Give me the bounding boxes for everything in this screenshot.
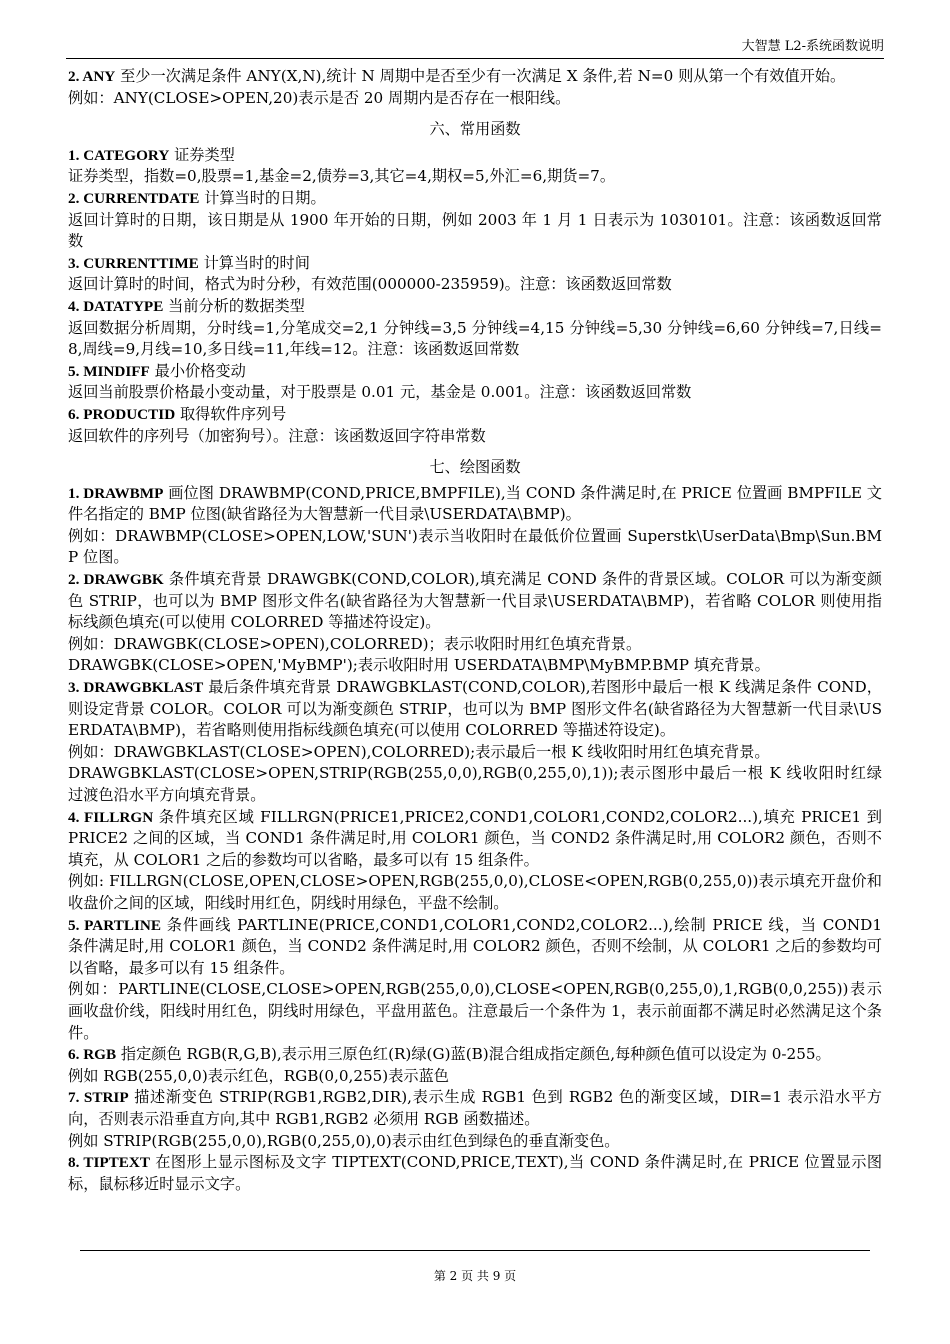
body-paragraph: DRAWGBK(CLOSE>OPEN,'MyBMP');表示收阳时用 USERDATA\BMP\MyBMP.BMP 填充背景。 bbox=[68, 656, 770, 675]
body-paragraph: 例如：PARTLINE(CLOSE,CLOSE>OPEN,RGB(255,0,0),CLOSE<OPEN,RGB(0,255,0),1,RGB(0,0,255))表示画收盘价线，阳线时用红色，阴线时用绿色，平盘用蓝色。注意最后一个条件为 1，表示前面都不满足时必然满足这个条件。 bbox=[68, 980, 882, 1042]
function-description: 计算当时的日期。 bbox=[199, 188, 326, 207]
function-name: 2. DRAWGBK bbox=[68, 571, 164, 589]
function-entry bbox=[68, 1152, 882, 1195]
function-name: 4. FILLRGN bbox=[68, 808, 154, 826]
body-paragraph: 例如：ANY(CLOSE>OPEN,20)表示是否 20 周期内是否存在一根阳线。 bbox=[68, 88, 571, 107]
function-description: 条件填充区域 FILLRGN(PRICE1,PRICE2,COND1,COLOR1,COND2,COLOR2...),填充 PRICE1 到 PRICE2 之间的区域，当 COND1 条件满足时,用 COLOR1 颜色，当 COND2 条件满足时,用 COLOR2 颜色，否则不填充，从 COLOR1 之后的参数均可以省略，最多可以有 15 组条件。 bbox=[68, 807, 882, 869]
body-paragraph: 返回计算时的时间，格式为时分秒，有效范围(000000-235959)。注意：该函数返回常数 bbox=[68, 275, 672, 294]
function-entry bbox=[68, 145, 882, 167]
function-description: 指定颜色 RGB(R,G,B),表示用三原色红(R)绿(G)蓝(B)混合组成指定颜色,每种颜色值可以设定为 0-255。 bbox=[116, 1045, 831, 1064]
function-entry bbox=[68, 807, 882, 872]
function-entry bbox=[68, 1044, 882, 1066]
body-paragraph: 返回数据分析周期，分时线=1,分笔成交=2,1 分钟线=3,5 分钟线=4,15 分钟线=5,30 分钟线=6,60 分钟线=7,日线=8,周线=9,月线=10,多日线=11,年线=12。注意：该函数返回常数 bbox=[68, 318, 882, 359]
function-name: 7. STRIP bbox=[68, 1089, 129, 1107]
function-entry bbox=[68, 66, 882, 88]
function-name: 6. PRODUCTID bbox=[68, 405, 176, 423]
function-description: 最小价格变动 bbox=[149, 361, 246, 380]
section-heading: 六、常用函数 bbox=[429, 120, 521, 139]
function-entry bbox=[68, 296, 882, 318]
body-paragraph: 返回软件的序列号（加密狗号）。注意：该函数返回字符串常数 bbox=[68, 426, 486, 445]
function-entry bbox=[68, 677, 882, 742]
function-name: 1. CATEGORY bbox=[68, 146, 170, 164]
function-entry bbox=[68, 915, 882, 980]
function-description: 条件画线 PARTLINE(PRICE,COND1,COLOR1,COND2,COLOR2...),绘制 PRICE 线，当 COND1 条件满足时,用 COLOR1 颜色，当 COND2 条件满足时,用 COLOR2 颜色，否则不绘制，从 COLOR1 之后的参数均可以省略，最多可以有 15 组条件。 bbox=[68, 915, 882, 977]
function-name: 3. DRAWGBKLAST bbox=[68, 679, 204, 697]
function-description: 最后条件填充背景 DRAWGBKLAST(COND,COLOR),若图形中最后一根 K 线满足条件 COND，则设定背景 COLOR。COLOR 可以为渐变颜色 STRIP，也可以为 BMP 图形文件名(缺省路径为大智慧新一代目录\USERDATA\BMP)，若省略则使用指标线颜色填充(可以使用 COLORRED 等描述符设定)。 bbox=[68, 678, 882, 740]
function-description: 当前分析的数据类型 bbox=[163, 296, 305, 315]
page-header: 大智慧 L2-系统函数说明 bbox=[66, 38, 884, 59]
body-paragraph: 例如：DRAWGBK(CLOSE>OPEN),COLORRED)；表示收阳时用红色填充背景。 bbox=[68, 634, 642, 653]
function-name: 5. PARTLINE bbox=[68, 916, 161, 934]
function-description: 描述渐变色 STRIP(RGB1,RGB2,DIR),表示生成 RGB1 色到 RGB2 色的渐变区域，DIR=1 表示沿水平方向，否则表示沿垂直方向,其中 RGB1,RGB2 必须用 RGB 函数描述。 bbox=[68, 1088, 882, 1128]
function-name: 3. CURRENTTIME bbox=[68, 254, 199, 272]
function-description: 画位图 DRAWBMP(COND,PRICE,BMPFILE),当 COND 条件满足时,在 PRICE 位置画 BMPFILE 文件名指定的 BMP 位图(缺省路径为大智慧新一代目录\USERDATA\BMP)。 bbox=[68, 483, 882, 524]
function-entry bbox=[68, 1087, 882, 1130]
function-name: 4. DATATYPE bbox=[68, 297, 164, 315]
function-entry bbox=[68, 188, 882, 210]
body-paragraph: 返回计算时的日期，该日期是从 1900 年开始的日期，例如 2003 年 1 月 1 日表示为 1030101。注意：该函数返回常数 bbox=[68, 210, 882, 251]
function-description: 至少一次满足条件 ANY(X,N),统计 N 周期中是否至少有一次满足 X 条件,若 N=0 则从第一个有效值开始。 bbox=[115, 67, 846, 85]
body-paragraph: 例如 STRIP(RGB(255,0,0),RGB(0,255,0),0)表示由红色到绿色的垂直渐变色。 bbox=[68, 1131, 620, 1150]
function-description: 证券类型 bbox=[169, 145, 235, 164]
document-body bbox=[68, 66, 882, 1195]
footer-rule bbox=[80, 1250, 870, 1251]
function-name: 2. ANY bbox=[68, 68, 116, 85]
function-entry bbox=[68, 483, 882, 526]
function-name: 8. TIPTEXT bbox=[68, 1154, 151, 1172]
body-paragraph: 例如 RGB(255,0,0)表示红色，RGB(0,0,255)表示蓝色 bbox=[68, 1066, 449, 1085]
body-paragraph: 返回当前股票价格最小变动量，对于股票是 0.01 元，基金是 0.001。注意：该函数返回常数 bbox=[68, 383, 692, 402]
function-description: 计算当时的时间 bbox=[198, 253, 310, 272]
function-name: 6. RGB bbox=[68, 1046, 117, 1064]
body-paragraph: 证券类型，指数=0,股票=1,基金=2,债券=3,其它=4,期权=5,外汇=6,期货=7。 bbox=[68, 167, 616, 186]
section-heading: 七、绘图函数 bbox=[429, 458, 521, 477]
function-entry bbox=[68, 569, 882, 634]
function-description: 在图形上显示图标及文字 TIPTEXT(COND,PRICE,TEXT),当 COND 条件满足时,在 PRICE 位置显示图标，鼠标移近时显示文字。 bbox=[68, 1153, 883, 1193]
body-paragraph: 例如：DRAWGBKLAST(CLOSE>OPEN),COLORRED);表示最后一根 K 线收阳时用红色填充背景。 bbox=[68, 742, 770, 761]
function-description: 条件填充背景 DRAWGBK(COND,COLOR),填充满足 COND 条件的背景区域。COLOR 可以为渐变颜色 STRIP，也可以为 BMP 图形文件名(缺省路径为大智慧新一代目录\USERDATA\BMP)，若省略 COLOR 则使用指标线颜色填充(可以使用 COLORRED 等描述符设定)。 bbox=[68, 570, 882, 632]
function-entry bbox=[68, 253, 882, 275]
body-paragraph: 例如: FILLRGN(CLOSE,OPEN,CLOSE>OPEN,RGB(255,0,0),CLOSE<OPEN,RGB(0,255,0))表示填充开盘价和收盘价之间的区域，阳线时用红色，阴线时用绿色，平盘不绘制。 bbox=[68, 872, 882, 912]
function-description: 取得软件序列号 bbox=[175, 404, 287, 423]
function-name: 1. DRAWBMP bbox=[68, 484, 164, 502]
body-paragraph: 例如：DRAWBMP(CLOSE>OPEN,LOW,'SUN')表示当收阳时在最低价位置画 Superstk\UserData\Bmp\Sun.BMP 位图。 bbox=[68, 526, 882, 567]
function-entry bbox=[68, 361, 882, 383]
function-entry bbox=[68, 404, 882, 426]
page-footer: 第 2 页 共 9 页 bbox=[433, 1269, 517, 1283]
body-paragraph: DRAWGBKLAST(CLOSE>OPEN,STRIP(RGB(255,0,0),RGB(0,255,0),1));表示图形中最后一根 K 线收阳时红绿过渡色沿水平方向填充背景。 bbox=[68, 764, 882, 804]
function-name: 2. CURRENTDATE bbox=[68, 189, 200, 207]
function-name: 5. MINDIFF bbox=[68, 362, 150, 380]
